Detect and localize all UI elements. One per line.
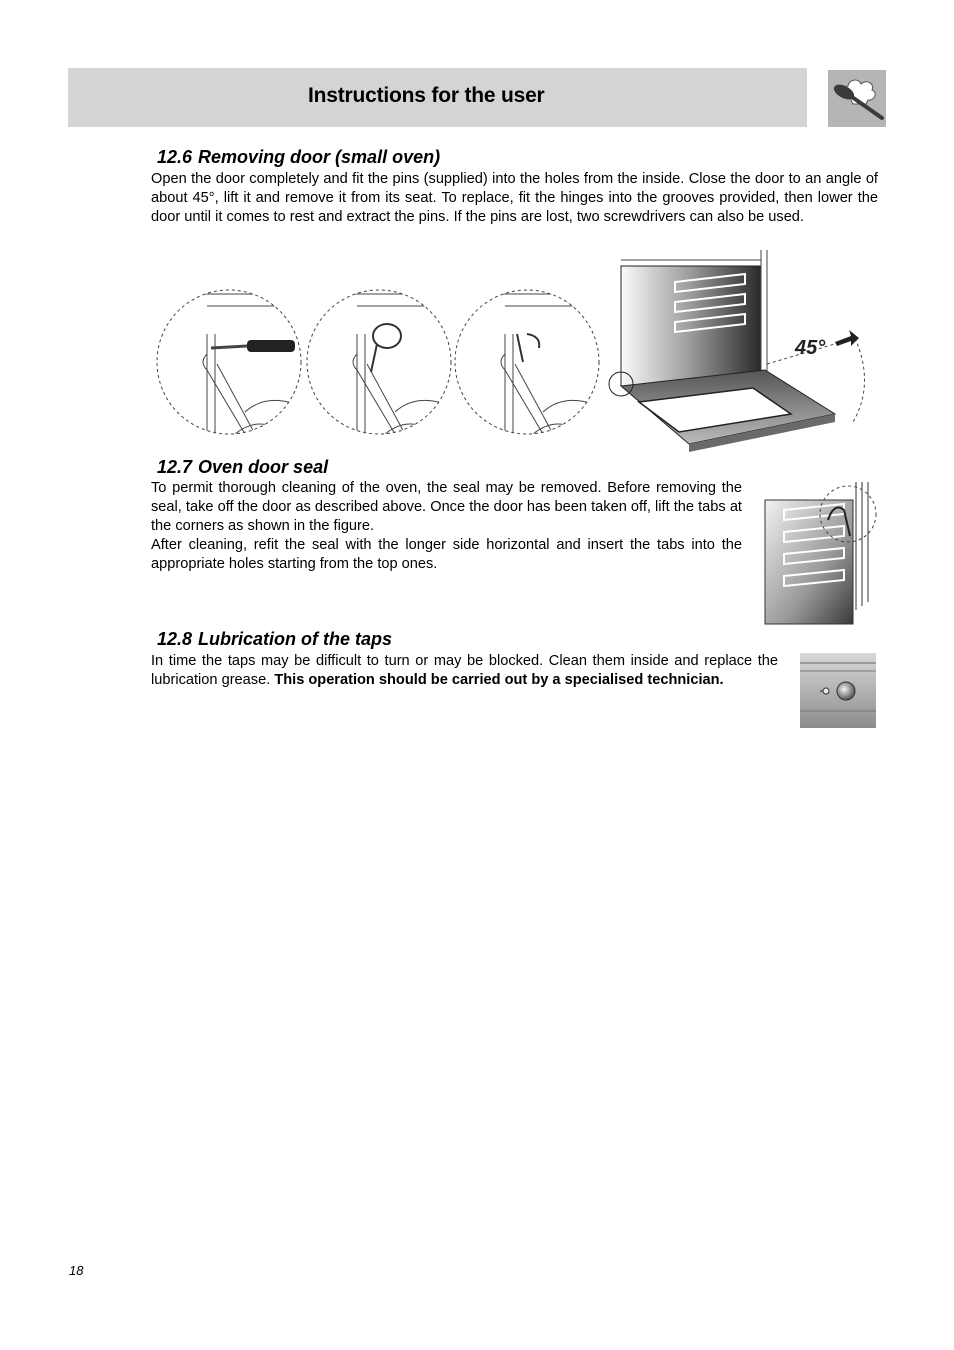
angle-label: 45°: [795, 337, 826, 359]
section-heading-oven-door-seal: 12.7 Oven door seal: [157, 457, 329, 477]
hinge-detail-pin-inserted: [455, 290, 613, 444]
warning-text: This operation should be carried out by a specialised technician.: [274, 672, 724, 688]
hinge-detail-screwdriver: [157, 290, 315, 444]
oven-seal-illustration: [764, 480, 880, 626]
door-removal-illustration: [155, 244, 875, 456]
hinge-detail-pin: [307, 290, 465, 444]
section-body-removing-door: Open the door completely and fit the pins (supplied) into the holes from the inside. Close the door to an angle of about 45°, lift it and remove it from its seat. To replace, fit the hinges into the grooves provided, then lower the door until it comes to rest and extract the pins. If the pins are lost, two screwdrivers can also be used.: [151, 171, 878, 225]
tap-knob-illustration: [800, 653, 876, 728]
section-body-oven-door-seal-2: After cleaning, refit the seal with the longer side horizontal and insert the tabs into the appropriate holes starting from the top ones.: [151, 537, 742, 572]
section-body-lubrication: In time the taps may be difficult to turn or may be blocked. Clean them inside and replace the lubrication grease. This operation should be carried out by a specialised technician.: [151, 653, 778, 688]
section-heading-lubrication: 12.8 Lubrication of the taps: [157, 629, 393, 649]
oven-with-open-door: [609, 250, 865, 452]
page-title: Instructions for the user: [308, 84, 545, 107]
spoon-chef-hat-icon: [828, 70, 886, 127]
section-body-oven-door-seal-1: To permit thorough cleaning of the oven, the seal may be removed. Before removing the seal, take off the door as described above. Once the door has been taken off, lift the tabs at the corners as shown in the figure.: [151, 480, 742, 534]
section-heading-removing-door: 12.6 Removing door (small oven): [157, 147, 441, 167]
page-number: 18: [69, 1263, 84, 1278]
